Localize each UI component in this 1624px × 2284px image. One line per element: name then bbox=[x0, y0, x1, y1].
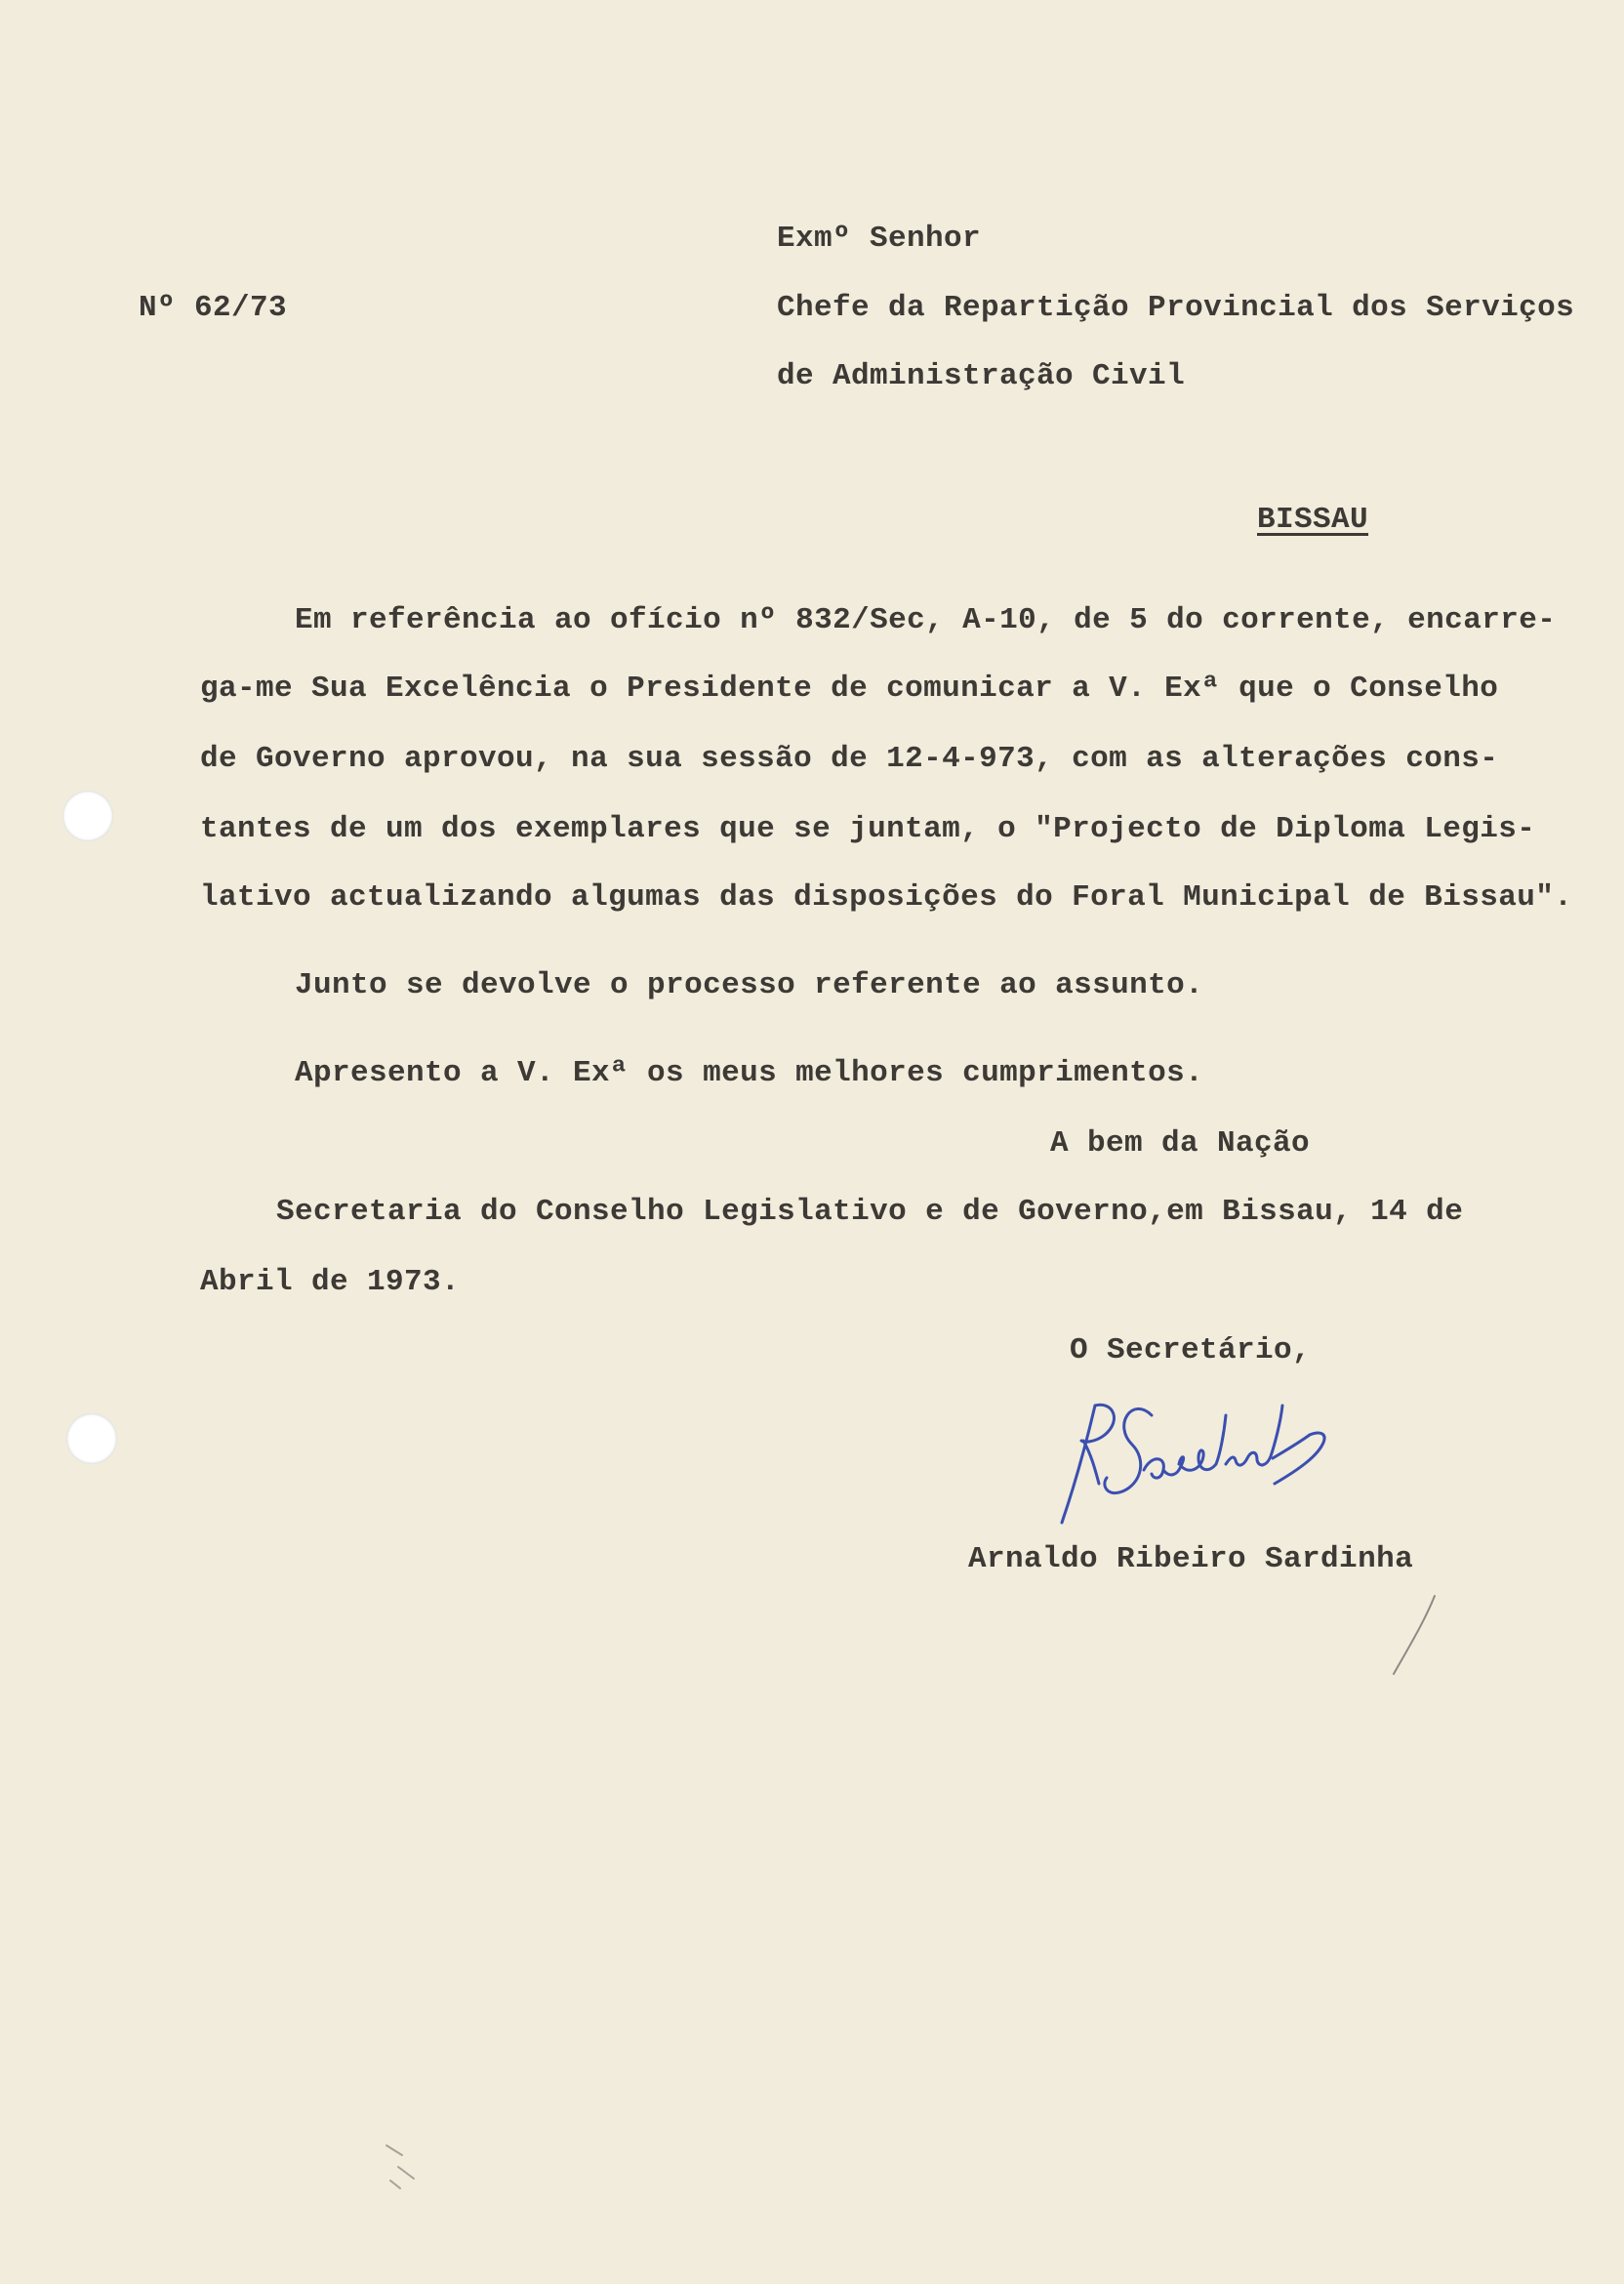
closing-formula: A bem da Nação bbox=[1050, 1126, 1311, 1161]
paragraph-2: Junto se devolve o processo referente ao assunto. bbox=[295, 968, 1204, 1002]
city: BISSAU bbox=[1257, 503, 1369, 537]
paragraph-1-line-5: lativo actualizando algumas das disposições do Foral Municipal de Bissau". bbox=[200, 880, 1573, 915]
handwritten-signature bbox=[1035, 1376, 1357, 1552]
paragraph-1-line-2: ga-me Sua Excelência o Presidente de comunicar a V. Exª que o Conselho bbox=[200, 672, 1499, 706]
punch-hole-bottom bbox=[66, 1413, 117, 1464]
recipient-line-1: Chefe da Repartição Provincial dos Serviços bbox=[777, 291, 1575, 325]
salutation: Exmº Senhor bbox=[777, 222, 982, 256]
paragraph-3: Apresento a V. Exª os meus melhores cumprimentos. bbox=[295, 1056, 1204, 1090]
pencil-stroke-mark bbox=[1386, 1591, 1444, 1679]
paragraph-1-line-1: Em referência ao ofício nº 832/Sec, A-10, de 5 do corrente, encarre- bbox=[295, 603, 1557, 637]
paragraph-1-line-3: de Governo aprovou, na sua sessão de 12-4-973, com as alterações cons- bbox=[200, 742, 1499, 776]
paragraph-1-line-4: tantes de um dos exemplares que se juntam, o "Projecto de Diploma Legis- bbox=[200, 812, 1536, 846]
recipient-line-2: de Administração Civil bbox=[777, 359, 1186, 393]
punch-hole-top bbox=[62, 791, 113, 841]
signatory-name: Arnaldo Ribeiro Sardinha bbox=[968, 1542, 1414, 1576]
reference-number: Nº 62/73 bbox=[139, 291, 288, 325]
pencil-scribble-mark bbox=[381, 2138, 439, 2196]
place-date-line-2: Abril de 1973. bbox=[200, 1265, 461, 1299]
signatory-title: O Secretário, bbox=[1070, 1333, 1312, 1367]
place-date-line-1: Secretaria do Conselho Legislativo e de Governo,em Bissau, 14 de bbox=[276, 1195, 1464, 1229]
